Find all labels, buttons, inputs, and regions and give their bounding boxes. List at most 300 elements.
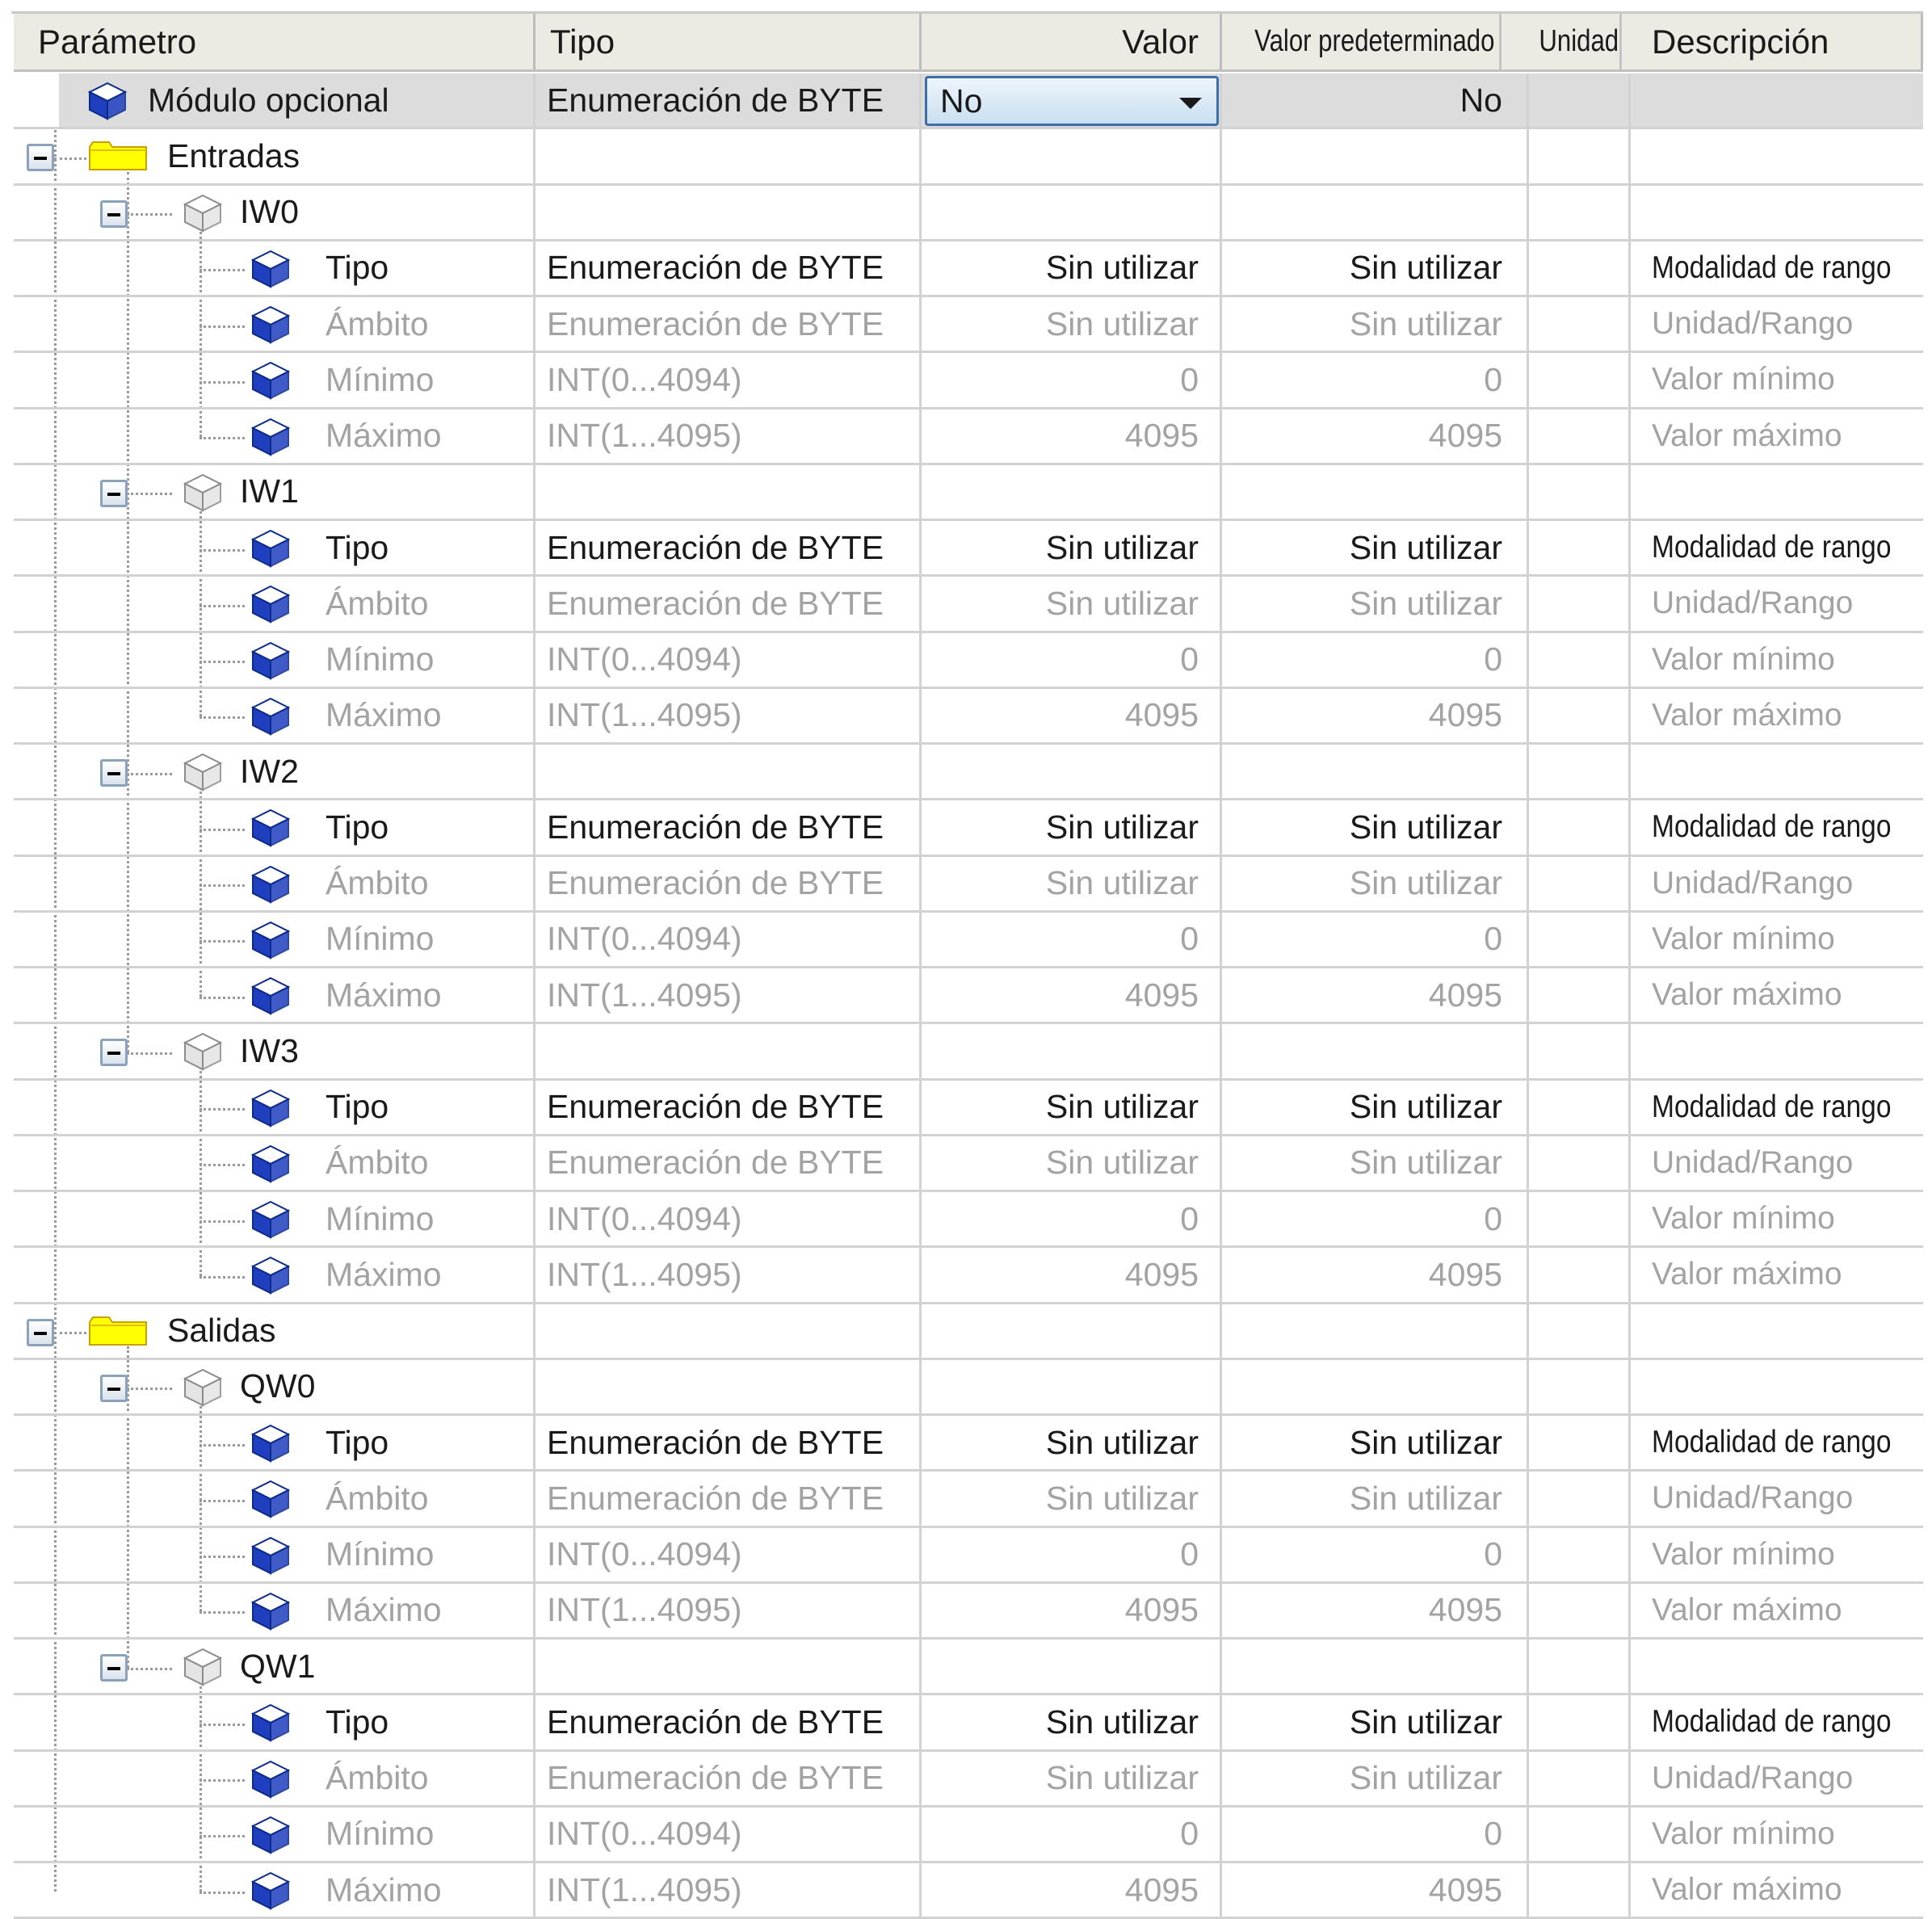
blue-cube-icon — [248, 973, 293, 1018]
collapse-minus-icon[interactable] — [100, 200, 128, 228]
group-unit — [1529, 129, 1631, 183]
param-row-iw0-0[interactable] — [14, 241, 1923, 297]
param-desc-cell — [1631, 1472, 1923, 1525]
channel-row-qw0[interactable] — [14, 1360, 1923, 1416]
group-desc — [1631, 129, 1923, 183]
param-desc-cell — [1631, 409, 1923, 463]
param-unit — [1529, 1808, 1631, 1861]
param-name: Ámbito — [326, 1144, 429, 1182]
param-type: INT(1...4095) — [536, 409, 922, 463]
collapse-minus-icon[interactable] — [100, 480, 128, 507]
blue-cube-icon — [248, 1253, 293, 1298]
param-desc-cell — [1631, 857, 1923, 910]
param-default: 4095 — [1222, 1584, 1529, 1637]
param-value: Sin utilizar — [922, 1136, 1222, 1190]
channel-value — [922, 465, 1222, 519]
param-row-iw2-1[interactable] — [14, 857, 1923, 913]
param-desc-cell — [1631, 1192, 1923, 1245]
param-description: Unidad/Rango — [1652, 306, 1854, 342]
column-header-unidad[interactable]: Unidad — [1538, 14, 1621, 69]
param-value: 0 — [922, 1192, 1222, 1245]
param-type: INT(0...4094) — [536, 353, 922, 406]
channel-value — [922, 1640, 1222, 1693]
param-row-iw3-1[interactable] — [14, 1136, 1923, 1192]
param-default: 0 — [1222, 1808, 1529, 1861]
channel-type — [536, 465, 922, 519]
blue-cube-icon — [248, 302, 293, 347]
param-name-cell — [14, 1752, 536, 1805]
param-unit — [1529, 353, 1631, 406]
param-default: Sin utilizar — [1222, 1416, 1529, 1469]
group-default — [1222, 129, 1529, 183]
param-description: Valor mínimo — [1652, 921, 1835, 956]
param-unit — [1529, 968, 1631, 1022]
channel-param-cell — [14, 1640, 536, 1693]
param-name-cell — [14, 1695, 536, 1749]
module-unit — [1529, 73, 1631, 127]
param-value: 0 — [922, 1808, 1222, 1861]
param-row-iw3-3[interactable] — [14, 1248, 1923, 1304]
collapse-minus-icon[interactable] — [100, 1039, 128, 1066]
param-name-cell — [14, 689, 536, 742]
gray-cube-icon — [180, 750, 225, 795]
param-row-iw2-2[interactable] — [14, 913, 1923, 968]
column-header-param[interactable]: Parámetro — [14, 14, 536, 69]
group-name: Entradas — [167, 136, 300, 174]
param-default: 0 — [1222, 353, 1529, 406]
param-name: Ámbito — [326, 584, 429, 622]
channel-row-iw2[interactable] — [14, 745, 1923, 800]
param-name-cell — [14, 968, 536, 1022]
channel-value — [922, 745, 1222, 798]
param-default: 0 — [1222, 1528, 1529, 1581]
column-header-predeterminado[interactable]: Valor predeterminado — [1250, 14, 1502, 69]
channel-unit — [1529, 186, 1631, 239]
param-type: Enumeración de BYTE — [536, 1136, 922, 1190]
param-name: Tipo — [326, 1088, 389, 1126]
group-param-cell — [14, 1304, 536, 1358]
channel-default — [1222, 1360, 1529, 1413]
param-unit — [1529, 1695, 1631, 1749]
module-desc — [1631, 73, 1923, 127]
collapse-minus-icon[interactable] — [27, 1319, 54, 1346]
param-type: Enumeración de BYTE — [536, 1081, 922, 1134]
blue-cube-icon — [248, 805, 293, 850]
yellow-folder-icon — [88, 141, 148, 168]
param-type: Enumeración de BYTE — [536, 1752, 922, 1805]
param-desc-cell — [1631, 1752, 1923, 1805]
param-name-cell — [14, 1584, 536, 1637]
param-row-qw1-2[interactable] — [14, 1808, 1923, 1863]
param-desc-cell — [1631, 241, 1923, 295]
group-type — [536, 129, 922, 183]
param-type: INT(0...4094) — [536, 913, 922, 966]
channel-type — [536, 186, 922, 239]
group-row-entradas[interactable] — [14, 129, 1923, 185]
param-type: INT(0...4094) — [536, 1528, 922, 1581]
param-unit — [1529, 1752, 1631, 1805]
blue-cube-icon — [248, 582, 293, 627]
param-name: Tipo — [326, 808, 389, 846]
param-desc-cell — [1631, 1136, 1923, 1190]
param-row-iw2-3[interactable] — [14, 968, 1923, 1024]
parameter-grid — [11, 11, 1923, 1909]
param-value[interactable]: Sin utilizar — [922, 1695, 1222, 1749]
param-name: Tipo — [326, 528, 389, 566]
channel-unit — [1529, 1024, 1631, 1077]
param-description: Valor máximo — [1652, 1257, 1842, 1292]
module-default: No — [1222, 73, 1529, 127]
channel-desc — [1631, 1360, 1923, 1413]
param-default: 4095 — [1222, 968, 1529, 1022]
collapse-minus-icon[interactable] — [100, 1654, 128, 1682]
param-description: Valor mínimo — [1652, 641, 1835, 677]
param-value[interactable]: Sin utilizar — [922, 521, 1222, 574]
blue-cube-icon — [248, 526, 293, 571]
gray-cube-icon — [180, 191, 225, 236]
param-type: Enumeración de BYTE — [536, 1416, 922, 1469]
channel-name: IW2 — [240, 752, 299, 790]
blue-cube-icon — [248, 246, 293, 292]
param-description: Valor máximo — [1652, 977, 1842, 1013]
param-name-cell — [14, 1416, 536, 1469]
param-unit — [1529, 1248, 1631, 1301]
channel-desc — [1631, 1640, 1923, 1693]
param-name: Tipo — [326, 1703, 389, 1741]
param-description: Valor mínimo — [1652, 1816, 1835, 1851]
param-unit — [1529, 857, 1631, 910]
module-name: Módulo opcional — [148, 81, 389, 119]
param-unit — [1529, 521, 1631, 574]
param-value: Sin utilizar — [922, 1472, 1222, 1525]
param-description: Modalidad de rango — [1652, 809, 1892, 845]
param-unit — [1529, 689, 1631, 742]
channel-row-qw1[interactable] — [14, 1640, 1923, 1695]
param-name: Mínimo — [326, 1199, 435, 1237]
param-value[interactable]: Sin utilizar — [922, 800, 1222, 854]
channel-unit — [1529, 745, 1631, 798]
param-name-cell — [14, 633, 536, 687]
param-unit — [1529, 1472, 1631, 1525]
param-description: Valor mínimo — [1652, 1201, 1835, 1237]
param-desc-cell — [1631, 521, 1923, 574]
param-name-cell — [14, 241, 536, 295]
param-name: Máximo — [326, 1255, 442, 1293]
channel-param-cell — [14, 1024, 536, 1077]
param-value: 4095 — [922, 689, 1222, 742]
column-header-descripcion[interactable]: Descripción — [1631, 14, 1923, 69]
param-desc-cell — [1631, 913, 1923, 966]
blue-cube-icon — [248, 1533, 293, 1578]
module-value-dropdown[interactable] — [925, 76, 1219, 126]
param-name-cell — [14, 1248, 536, 1301]
param-description: Modalidad de rango — [1652, 530, 1892, 565]
blue-cube-icon — [248, 1589, 293, 1634]
param-row-qw0-2[interactable] — [14, 1528, 1923, 1584]
param-name: Ámbito — [326, 864, 429, 902]
param-row-iw0-1[interactable] — [14, 297, 1923, 353]
param-row-iw2-0[interactable] — [14, 800, 1923, 856]
param-name-cell — [14, 913, 536, 966]
param-name: Tipo — [326, 249, 389, 287]
param-name-cell — [14, 297, 536, 351]
param-desc-cell — [1631, 1416, 1923, 1469]
channel-param-cell — [14, 186, 536, 239]
blue-cube-icon — [248, 1421, 293, 1466]
param-default: 0 — [1222, 913, 1529, 966]
param-type: Enumeración de BYTE — [536, 1695, 922, 1749]
param-row-iw0-2[interactable] — [14, 353, 1923, 409]
param-name: Ámbito — [326, 304, 429, 342]
param-description: Unidad/Rango — [1652, 1144, 1854, 1180]
param-type: INT(1...4095) — [536, 1584, 922, 1637]
channel-unit — [1529, 465, 1631, 519]
module-row[interactable] — [14, 73, 1923, 129]
param-desc-cell — [1631, 800, 1923, 854]
param-name: Mínimo — [326, 1815, 435, 1853]
param-name-cell — [14, 1472, 536, 1525]
yellow-folder-icon — [88, 1316, 148, 1343]
param-unit — [1529, 297, 1631, 351]
collapse-minus-icon[interactable] — [100, 759, 128, 787]
param-name-cell — [14, 1863, 536, 1917]
param-default: Sin utilizar — [1222, 297, 1529, 351]
module-value-cell — [922, 73, 1222, 127]
param-description: Valor mínimo — [1652, 362, 1835, 397]
param-value: 4095 — [922, 968, 1222, 1022]
param-default: Sin utilizar — [1222, 521, 1529, 574]
group-default — [1222, 1304, 1529, 1358]
param-value[interactable]: Sin utilizar — [922, 1081, 1222, 1134]
param-unit — [1529, 1528, 1631, 1581]
channel-type — [536, 745, 922, 798]
param-row-iw1-0[interactable] — [14, 521, 1923, 577]
param-value: 4095 — [922, 409, 1222, 463]
channel-default — [1222, 1640, 1529, 1693]
param-name: Mínimo — [326, 1535, 435, 1573]
param-name-cell — [14, 800, 536, 854]
param-description: Valor mínimo — [1652, 1536, 1835, 1572]
param-value[interactable]: Sin utilizar — [922, 241, 1222, 295]
gray-cube-icon — [180, 1365, 225, 1410]
param-name: Mínimo — [326, 360, 435, 398]
param-name: Máximo — [326, 976, 442, 1014]
param-default: 4095 — [1222, 1863, 1529, 1917]
param-row-qw1-0[interactable] — [14, 1695, 1923, 1751]
group-type — [536, 1304, 922, 1358]
param-unit — [1529, 1416, 1631, 1469]
param-name: Ámbito — [326, 1479, 429, 1517]
blue-cube-icon — [248, 918, 293, 963]
channel-unit — [1529, 1360, 1631, 1413]
param-description: Unidad/Rango — [1652, 1760, 1854, 1795]
param-desc-cell — [1631, 1584, 1923, 1637]
param-type: Enumeración de BYTE — [536, 857, 922, 910]
param-name: Máximo — [326, 1591, 442, 1629]
param-desc-cell — [1631, 633, 1923, 687]
param-type: Enumeración de BYTE — [536, 577, 922, 630]
dropdown-selected-value: No — [940, 82, 983, 120]
channel-name: QW1 — [240, 1647, 316, 1685]
column-header-tipo[interactable]: Tipo — [536, 14, 922, 69]
param-description: Modalidad de rango — [1652, 250, 1892, 285]
param-unit — [1529, 633, 1631, 687]
param-description: Valor máximo — [1652, 418, 1842, 453]
collapse-minus-icon[interactable] — [27, 144, 54, 171]
param-row-iw3-2[interactable] — [14, 1192, 1923, 1248]
channel-name: IW0 — [240, 193, 299, 231]
param-row-iw1-1[interactable] — [14, 577, 1923, 632]
column-header-row — [14, 14, 1923, 72]
param-default: Sin utilizar — [1222, 577, 1529, 630]
group-desc — [1631, 1304, 1923, 1358]
channel-row-iw1[interactable] — [14, 465, 1923, 521]
gray-cube-icon — [180, 1644, 225, 1690]
channel-param-cell — [14, 1360, 536, 1413]
channel-default — [1222, 186, 1529, 239]
param-unit — [1529, 1136, 1631, 1190]
param-default: 4095 — [1222, 409, 1529, 463]
param-row-qw0-1[interactable] — [14, 1472, 1923, 1527]
channel-row-iw0[interactable] — [14, 186, 1923, 241]
param-desc-cell — [1631, 1808, 1923, 1861]
param-default: 4095 — [1222, 689, 1529, 742]
param-row-qw0-0[interactable] — [14, 1416, 1923, 1472]
param-description: Unidad/Rango — [1652, 865, 1854, 901]
param-name-cell — [14, 521, 536, 574]
channel-desc — [1631, 745, 1923, 798]
param-description: Unidad/Rango — [1652, 1480, 1854, 1516]
channel-name: QW0 — [240, 1367, 316, 1405]
param-type: Enumeración de BYTE — [536, 521, 922, 574]
param-unit — [1529, 913, 1631, 966]
param-default: 4095 — [1222, 1248, 1529, 1301]
param-name-cell — [14, 577, 536, 630]
param-unit — [1529, 1584, 1631, 1637]
param-default: 0 — [1222, 633, 1529, 687]
channel-param-cell — [14, 745, 536, 798]
blue-cube-icon — [248, 358, 293, 403]
channel-name: IW1 — [240, 472, 299, 510]
param-name-cell — [14, 409, 536, 463]
param-type: INT(0...4094) — [536, 633, 922, 687]
param-value: Sin utilizar — [922, 857, 1222, 910]
param-unit — [1529, 409, 1631, 463]
group-value — [922, 129, 1222, 183]
collapse-minus-icon[interactable] — [100, 1375, 128, 1402]
blue-cube-icon — [248, 694, 293, 739]
channel-value — [922, 1024, 1222, 1077]
param-desc-cell — [1631, 689, 1923, 742]
param-value: Sin utilizar — [922, 297, 1222, 351]
param-row-iw3-0[interactable] — [14, 1081, 1923, 1136]
param-default: Sin utilizar — [1222, 1081, 1529, 1134]
param-default: Sin utilizar — [1222, 241, 1529, 295]
param-name-cell — [14, 1808, 536, 1861]
param-name-cell — [14, 1528, 536, 1581]
param-name-cell — [14, 1136, 536, 1190]
group-value — [922, 1304, 1222, 1358]
channel-desc — [1631, 465, 1923, 519]
param-value: 0 — [922, 633, 1222, 687]
param-value: 4095 — [922, 1863, 1222, 1917]
param-description: Valor máximo — [1652, 1592, 1842, 1627]
param-value: Sin utilizar — [922, 1752, 1222, 1805]
channel-unit — [1529, 1640, 1631, 1693]
channel-default — [1222, 465, 1529, 519]
blue-cube-icon — [248, 1141, 293, 1186]
param-name: Mínimo — [326, 640, 435, 678]
param-type: Enumeración de BYTE — [536, 1472, 922, 1525]
group-param-cell — [14, 129, 536, 183]
param-desc-cell — [1631, 1528, 1923, 1581]
blue-cube-icon — [248, 1700, 293, 1745]
param-unit — [1529, 1192, 1631, 1245]
blue-cube-icon — [248, 1757, 293, 1802]
param-default: 0 — [1222, 1192, 1529, 1245]
blue-cube-icon — [248, 1868, 293, 1913]
param-description: Valor máximo — [1652, 697, 1842, 733]
param-desc-cell — [1631, 968, 1923, 1022]
param-unit — [1529, 577, 1631, 630]
param-default: Sin utilizar — [1222, 857, 1529, 910]
channel-default — [1222, 745, 1529, 798]
param-type: INT(1...4095) — [536, 968, 922, 1022]
channel-type — [536, 1640, 922, 1693]
blue-cube-icon — [248, 1812, 293, 1858]
param-row-iw1-2[interactable] — [14, 633, 1923, 689]
param-name: Ámbito — [326, 1759, 429, 1797]
param-value: Sin utilizar — [922, 577, 1222, 630]
channel-row-iw3[interactable] — [14, 1024, 1923, 1080]
param-row-qw0-3[interactable] — [14, 1584, 1923, 1640]
blue-cube-icon — [85, 78, 130, 124]
group-row-salidas[interactable] — [14, 1304, 1923, 1360]
param-description: Valor máximo — [1652, 1872, 1842, 1908]
blue-cube-icon — [248, 862, 293, 907]
dropdown-arrow-icon[interactable] — [1179, 98, 1202, 109]
blue-cube-icon — [248, 414, 293, 460]
channel-type — [536, 1360, 922, 1413]
param-desc-cell — [1631, 1695, 1923, 1749]
module-type: Enumeración de BYTE — [536, 73, 922, 127]
module-param-cell — [14, 73, 536, 127]
param-unit — [1529, 1081, 1631, 1134]
param-desc-cell — [1631, 1863, 1923, 1917]
param-value: 0 — [922, 913, 1222, 966]
param-row-qw1-1[interactable] — [14, 1752, 1923, 1808]
param-value: 0 — [922, 1528, 1222, 1581]
param-name-cell — [14, 857, 536, 910]
param-description: Modalidad de rango — [1652, 1425, 1892, 1460]
column-header-valor[interactable]: Valor — [922, 14, 1222, 69]
param-value[interactable]: Sin utilizar — [922, 1416, 1222, 1469]
param-unit — [1529, 241, 1631, 295]
param-row-qw1-3[interactable] — [14, 1863, 1923, 1919]
param-row-iw1-3[interactable] — [14, 689, 1923, 745]
param-desc-cell — [1631, 1081, 1923, 1134]
channel-type — [536, 1024, 922, 1077]
param-name: Máximo — [326, 1871, 442, 1909]
param-desc-cell — [1631, 353, 1923, 406]
param-value: 4095 — [922, 1248, 1222, 1301]
param-desc-cell — [1631, 297, 1923, 351]
param-desc-cell — [1631, 1248, 1923, 1301]
param-row-iw0-3[interactable] — [14, 409, 1923, 465]
param-type: INT(0...4094) — [536, 1808, 922, 1861]
param-default: Sin utilizar — [1222, 1752, 1529, 1805]
channel-param-cell — [14, 465, 536, 519]
